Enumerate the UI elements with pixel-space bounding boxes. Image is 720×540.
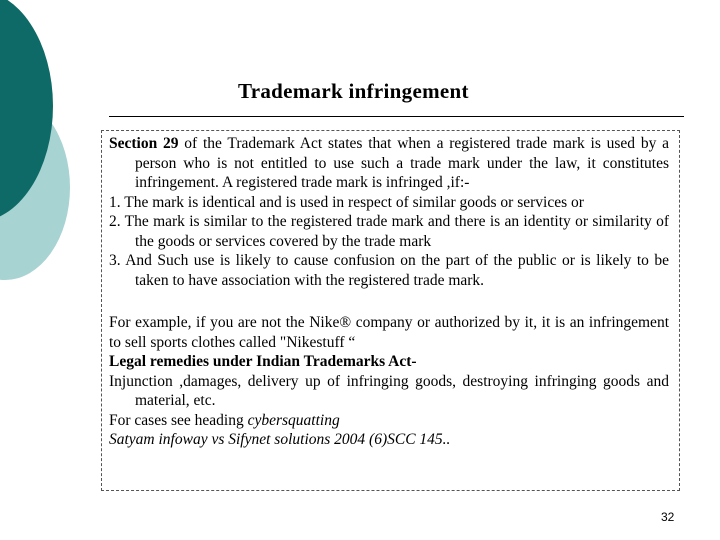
legal-remedies-text: Injunction ,damages, delivery up of infringing goods, destroying infringing goods and material, etc. xyxy=(109,372,669,409)
example-paragraph: For example, if you are not the Nike® company or authorized by it, it is an infringement to sell sports clothes called "Nikestuff “ xyxy=(109,314,669,351)
legal-remedies-heading: Legal remedies under Indian Trademarks Act- xyxy=(109,353,417,370)
condition-item-2: 2. The mark is similar to the registered trade mark and there is an identity or similarity of the goods or services covered by the trade mark xyxy=(109,213,669,250)
page-number: 32 xyxy=(661,510,675,524)
cases-reference xyxy=(109,411,669,431)
section-29-label: Section 29 xyxy=(109,135,179,152)
cases-prefix: For cases see heading xyxy=(109,411,248,429)
slide-body xyxy=(109,134,669,450)
cases-heading: cybersquatting xyxy=(247,411,340,429)
section-29-text: of the Trademark Act states that when a registered trade mark is used by a person who is not entitled to use such a trade mark under the law, it constitutes infringement. A registered trade mark is infringed ,if:- xyxy=(135,135,670,191)
paragraph-spacer xyxy=(109,290,669,313)
title-underline-divider xyxy=(109,116,684,117)
case-citation: Satyam infoway vs Sifynet solutions 2004 (6)SCC 145.. xyxy=(109,431,451,448)
condition-item-3: 3. And Such use is likely to cause confusion on the part of the public or is likely to be taken to have association with the registered trade mark. xyxy=(109,252,669,289)
slide-title: Trademark infringement xyxy=(238,79,469,103)
section-29-paragraph xyxy=(109,134,669,193)
condition-item-1: 1. The mark is identical and is used in respect of similar goods or services or xyxy=(109,193,584,211)
